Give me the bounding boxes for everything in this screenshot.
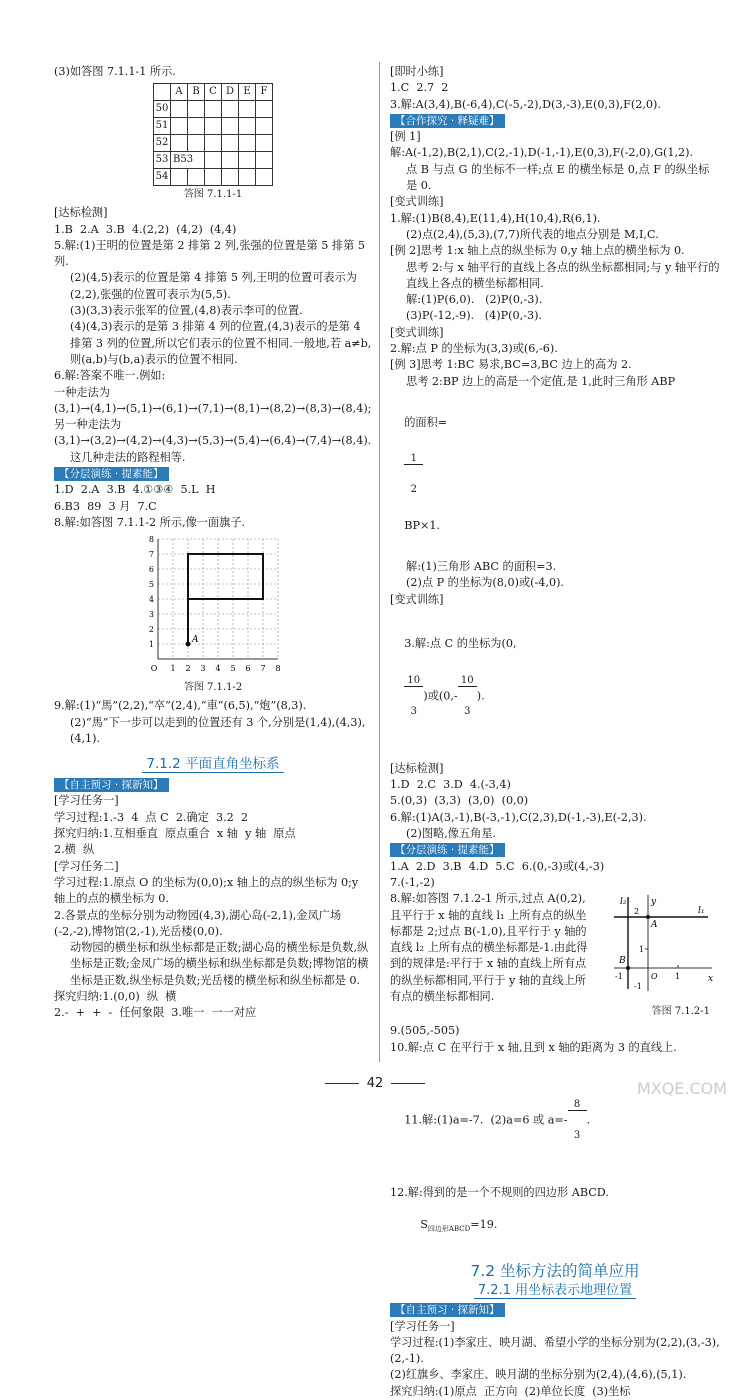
section-bar: 【分层演练 · 提素能】 xyxy=(54,467,169,481)
text-line: 5.(0,3) (3,3) (3,0) (0,0) xyxy=(390,794,529,808)
text-line: 解:(1)三角形 ABC 的面积=3. xyxy=(406,559,557,573)
seat-grid-table xyxy=(153,83,273,186)
text-line: 12.解:得到的是一个不规则的四边形 ABCD. xyxy=(390,1185,609,1199)
x-tick: 7 xyxy=(260,664,266,674)
point-label: B xyxy=(619,956,626,967)
subsection-label: [变式训练] xyxy=(390,195,444,209)
tick-label: -1 xyxy=(615,972,623,982)
x-tick: 4 xyxy=(215,664,221,674)
text-line: (2)图略,像五角星. xyxy=(406,827,497,841)
col-header: C xyxy=(205,84,222,101)
line-label: l₁ xyxy=(698,906,705,917)
text-line: 点 B 与点 G 的坐标不一样;点 E 的横坐标是 0,点 F 的纵坐标是 0. xyxy=(406,162,710,193)
watermark-logo xyxy=(622,1056,742,1100)
x-tick: 8 xyxy=(275,664,281,674)
subsection-label: [学习任务一] xyxy=(54,794,119,808)
origin-label: O xyxy=(651,972,658,982)
text-line: 8.解:如答图 7.1.1-2 所示,像一面旗子. xyxy=(54,515,246,529)
y-tick: 2 xyxy=(148,625,154,635)
text-line: $S_{四边形ABCD}=19$. xyxy=(420,1218,498,1234)
page-number: 42 xyxy=(0,1076,750,1092)
text-line: 6.解:答案不唯一.例如: xyxy=(54,369,166,383)
text-line: 学习过程:1.-3 4 点 C 2.确定 3.2 2 xyxy=(54,810,249,824)
tick-label: 1 xyxy=(675,972,681,982)
y-tick: 4 xyxy=(148,595,154,605)
tick-label: -1 xyxy=(634,982,642,992)
section-bar: 【合作探究 · 释疑难】 xyxy=(390,114,505,128)
row-header: 54 xyxy=(154,169,171,186)
text-line: 另一种走法为(3,1)→(3,2)→(4,2)→(4,3)→(5,3)→(5,4)→(6,4)→(7,4)→(8,4). xyxy=(54,418,372,448)
answer-8-block xyxy=(390,891,720,1023)
subsection-heading: 7.2.1 用坐标表示地理位置 xyxy=(390,1282,720,1300)
text-line: 这几种走法的路程相等. xyxy=(70,450,186,464)
subsection-label: [变式训练] xyxy=(390,592,444,606)
text-line: [例 3]思考 1:BC 易求,BC=3,BC 边上的高为 2. xyxy=(390,358,632,372)
y-tick: 8 xyxy=(148,535,154,545)
text-line: (2)红旗乡、李家庄、映月湖的坐标分别为(2,4),(4,6),(5,1). xyxy=(390,1368,687,1382)
text-line: 1.D 2.A 3.B 4.①③④ 5.L H xyxy=(54,483,216,497)
right-column xyxy=(390,64,720,1400)
text-line: 思考 2:与 x 轴平行的直线上各点的纵坐标都相同;与 y 轴平行的直线上各点的横坐标都相同. xyxy=(406,260,720,290)
text-line: 1.B 2.A 3.B 4.(2,2) (4,2) (4,4) xyxy=(54,222,237,236)
subsection-label: [达标检测] xyxy=(390,761,444,775)
y-tick: 5 xyxy=(148,580,154,590)
axis-label: y xyxy=(651,897,657,908)
cell-label: B53 xyxy=(171,152,205,169)
text-line: 思考 2:BP 边上的高是一个定值,是 1,此时三角形 ABP xyxy=(406,374,676,388)
section-bar: 【自主预习 · 探新知】 xyxy=(390,1303,505,1317)
text-line: 3.解:点 C 的坐标为(0, $\frac{10}{3}$ )或(0,- $\frac{10}{3}$ ). xyxy=(404,636,517,717)
text-line: 6.解:(1)A(3,-1),B(-3,-1),C(2,3),D(-1,-3),E(-2,3). xyxy=(390,810,647,824)
text-line: (3)(3,3)表示张军的位置,(4,8)表示李可的位置. xyxy=(70,304,303,318)
section-heading: 7.1.2 平面直角坐标系 xyxy=(54,753,372,775)
tick-label: 2 xyxy=(634,907,640,917)
text-line: 学习过程:1.原点 O 的坐标为(0,0);x 轴上的点的纵坐标为 0;y 轴上的点的横坐标为 0. xyxy=(54,875,362,906)
x-tick: 1 xyxy=(170,664,176,674)
y-tick: 6 xyxy=(148,565,154,575)
y-tick: 3 xyxy=(148,610,154,620)
text-line: 探究归纳:(1)原点 正方向 (2)单位长度 (3)坐标 xyxy=(390,1384,631,1398)
text-line: [例 1]解:A(-1,2),B(2,1),C(2,-1),D(-1,-1),E(0,3),F(-2,0),G(1,2). xyxy=(390,130,694,160)
text-line: (2)“馬”下一步可以走到的位置还有 3 个,分别是(1,4),(4,3),(4,1). xyxy=(70,715,366,745)
col-header: D xyxy=(222,84,239,101)
parallel-lines-figure xyxy=(608,893,718,1005)
text-line: 一种走法为(3,1)→(4,1)→(5,1)→(6,1)→(7,1)→(8,1)→(8,2)→(8,3)→(8,4); xyxy=(54,385,372,415)
text-line: 1.解:(1)B(8,4),E(11,4),H(10,4),R(6,1). xyxy=(390,211,601,225)
text-line: 1.D 2.C 3.D 4.(-3,4) xyxy=(390,778,511,792)
text-line: 9.(505,-505) xyxy=(390,1024,460,1038)
text-line: 9.解:(1)“馬”(2,2),“卒”(2,4),“車”(6,5),“炮”(8,3). xyxy=(54,699,307,713)
x-tick: 2 xyxy=(185,664,191,674)
col-header: F xyxy=(256,84,273,101)
x-tick: 3 xyxy=(200,664,206,674)
text-line: 11.解:(1)a=-7. (2)a=6 或 a=- $\frac{8}{3}$ . xyxy=(404,1098,591,1141)
text-line: [例 2]思考 1:x 轴上点的纵坐标为 0,y 轴上点的横坐标为 0. xyxy=(390,244,685,258)
text-line: (2)点(2,4),(5,3),(7,7)所代表的地点分别是 M,I,C. xyxy=(406,227,659,241)
text-line: 2.解:点 P 的坐标为(3,3)或(6,-6). xyxy=(390,342,558,356)
text-line: 1.A 2.D 3.B 4.D 5.C 6.(0,-3)或(4,-3) xyxy=(390,859,605,873)
tick-label: 1 xyxy=(639,945,645,955)
text-line: 6.B3 89 3 月 7.C xyxy=(54,499,157,513)
subsection-label: [即时小练] xyxy=(390,65,444,78)
figure-caption: 答图 7.1.1-1 xyxy=(183,189,243,201)
text-line: (2)(4,5)表示的位置是第 4 排第 5 列,王明的位置可表示为(2,2),张强的位置可表示为(5,5). xyxy=(70,271,357,301)
text-line: 8.解:如答图 7.1.2-1 所示,过点 A(0,2),且平行于 x 轴的直线 l₁ 上所有点的纵坐标都是 2;过点 B(-1,0),且平行于 y 轴的直线 l₂ 上所有点的横坐标都是-1.由此得到的规律是:平行于 x 轴的直线上所有点的纵坐标都相同,平行于 y 轴的直线上所有点的横坐标都相同. xyxy=(390,892,588,1003)
text-line: 的面积= $\frac{1}{2}$ BP×1. xyxy=(404,415,448,532)
text-line: 2.横 纵 xyxy=(54,843,95,857)
figure-caption: 答图 7.1.2-1 xyxy=(651,1006,710,1018)
line-label: l₂ xyxy=(620,897,627,908)
column-divider xyxy=(379,62,380,1062)
row-header: 50 xyxy=(154,101,171,118)
x-tick: O xyxy=(150,664,158,674)
text-line: 学习过程:(1)李家庄、映月湖、希望小学的坐标分别为(2,2),(3,-3),(2,-1). xyxy=(390,1335,720,1366)
svg-text:MXQE.COM: MXQE.COM xyxy=(636,1079,728,1098)
text-line: (4)(4,3)表示的是第 3 排第 4 列的位置,(4,3)表示的是第 4 排第 3 列的位置,所以它们表示的位置不相同.一般地,若 a≠b,则(a,b)与(b,a)表示的位置不相同. xyxy=(70,320,372,366)
text-line: (3)P(-12,-9). (4)P(0,-3). xyxy=(406,309,543,323)
text-line: 3.解:A(3,4),B(-6,4),C(-5,-2),D(3,-3),E(0,3),F(2,0). xyxy=(390,97,661,111)
text-line: (3)如答图 7.1.1-1 所示. xyxy=(54,65,176,78)
row-header: 51 xyxy=(154,118,171,135)
subsection-label: [学习任务一] xyxy=(390,1319,455,1333)
text-line: 动物园的横坐标和纵坐标都是正数;湖心岛的横坐标是负数,纵坐标是正数;金凤广场的横坐标和纵坐标都是负数;博物馆的横坐标是正数,纵坐标是负数;光岳楼的横坐标和纵坐标都是 0. xyxy=(70,941,369,987)
row-header: 53 xyxy=(154,152,171,169)
text-line: 5.解:(1)王明的位置是第 2 排第 2 列,张强的位置是第 5 排第 5 列. xyxy=(54,238,369,269)
text-line: 2.各景点的坐标分别为动物园(4,3),湖心岛(-2,1),金凤广场(-2,-2),博物馆(2,-1),光岳楼(0,0). xyxy=(54,908,342,938)
text-line: 10.解:点 C 在平行于 x 轴,且到 x 轴的距离为 3 的直线上. xyxy=(390,1040,677,1054)
figure-caption: 答图 7.1.1-2 xyxy=(183,682,243,694)
axis-label: x xyxy=(708,974,714,985)
section-bar: 【自主预习 · 探新知】 xyxy=(54,778,169,792)
flag-grid-figure xyxy=(138,531,288,679)
left-column xyxy=(54,64,372,1022)
text-line: (2)点 P 的坐标为(8,0)或(-4,0). xyxy=(406,576,564,590)
col-header: E xyxy=(239,84,256,101)
subsection-label: [变式训练] xyxy=(390,325,444,339)
x-tick: 5 xyxy=(230,664,236,674)
y-tick: 1 xyxy=(148,640,154,650)
col-header: B xyxy=(188,84,205,101)
text-line: 探究归纳:1.(0,0) 纵 横 xyxy=(54,989,177,1003)
x-tick: 6 xyxy=(245,664,251,674)
subsection-label: [学习任务二] xyxy=(54,859,119,873)
text-line: 1.C 2.7 2 xyxy=(390,81,449,95)
text-line: 解:(1)P(6,0). (2)P(0,-3). xyxy=(406,293,543,307)
section-bar: 【分层演练 · 提素能】 xyxy=(390,843,505,857)
section-heading: 7.2 坐标方法的简单应用 xyxy=(470,1262,640,1281)
text-line: 2.- + + - 任何象限 3.唯一 一一对应 xyxy=(54,1006,257,1020)
text-line: 7.(-1,-2) xyxy=(390,875,435,889)
point-label: A xyxy=(651,920,658,931)
col-header: A xyxy=(171,84,188,101)
y-tick: 7 xyxy=(148,550,154,560)
row-header: 52 xyxy=(154,135,171,152)
subsection-label: [达标检测] xyxy=(54,206,108,220)
text-line: 探究归纳:1.互相垂直 原点重合 x 轴 y 轴 原点 xyxy=(54,827,296,841)
point-label: A xyxy=(192,635,199,646)
